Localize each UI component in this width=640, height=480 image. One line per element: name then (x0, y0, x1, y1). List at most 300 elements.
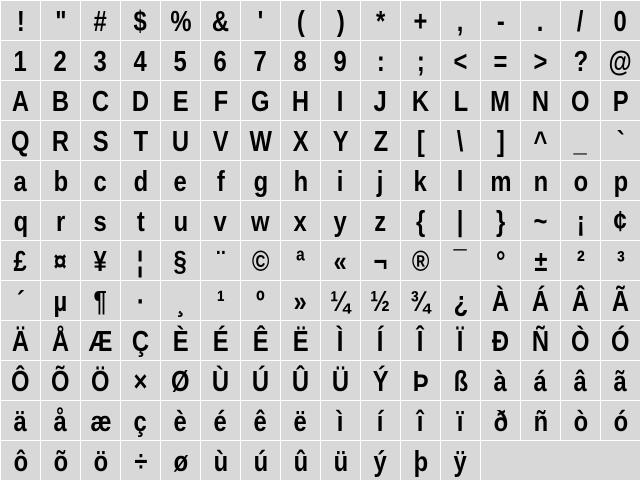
glyph-char: Â (571, 286, 590, 318)
glyph-char: ' (257, 6, 264, 38)
glyph-cell[interactable] (600, 120, 640, 160)
glyph-cell[interactable] (600, 280, 640, 320)
glyph-cell[interactable] (160, 400, 200, 440)
glyph-cell[interactable] (560, 40, 600, 80)
glyph-cell[interactable] (120, 120, 160, 160)
glyph-char: I (337, 86, 344, 118)
glyph-char: ã (613, 366, 628, 398)
glyph-cell[interactable] (560, 320, 600, 360)
glyph-cell[interactable] (40, 0, 80, 40)
glyph-char: Y (332, 126, 349, 158)
glyph-cell[interactable] (200, 240, 240, 280)
glyph-cell[interactable] (440, 240, 480, 280)
glyph-cell[interactable] (120, 320, 160, 360)
glyph-cell[interactable] (200, 320, 240, 360)
glyph-char: ú (253, 446, 268, 478)
glyph-char: j (377, 166, 384, 198)
glyph-cell[interactable] (240, 80, 280, 120)
glyph-cell[interactable] (480, 120, 520, 160)
glyph-cell[interactable] (80, 440, 120, 480)
glyph-cell[interactable] (120, 40, 160, 80)
glyph-cell[interactable] (240, 400, 280, 440)
glyph-cell[interactable] (80, 360, 120, 400)
glyph-cell[interactable] (360, 240, 400, 280)
glyph-cell[interactable] (0, 160, 40, 200)
glyph-cell[interactable] (80, 160, 120, 200)
glyph-char: ¹ (216, 286, 225, 318)
glyph-cell[interactable] (280, 320, 320, 360)
glyph-cell[interactable] (80, 200, 120, 240)
glyph-char: W (249, 126, 272, 158)
glyph-cell[interactable] (400, 360, 440, 400)
glyph-cell[interactable] (440, 320, 480, 360)
glyph-char: ~ (533, 206, 548, 238)
glyph-char: ù (213, 446, 228, 478)
glyph-cell[interactable] (560, 200, 600, 240)
glyph-cell[interactable] (360, 80, 400, 120)
glyph-char: æ (89, 406, 112, 438)
glyph-cell[interactable] (440, 40, 480, 80)
glyph-char: " (54, 6, 67, 38)
glyph-cell[interactable] (200, 400, 240, 440)
glyph-char: ý (373, 446, 388, 478)
glyph-cell[interactable] (400, 160, 440, 200)
glyph-cell[interactable] (240, 120, 280, 160)
glyph-cell[interactable] (200, 160, 240, 200)
glyph-char: 3 (93, 46, 108, 78)
glyph-cell[interactable] (200, 40, 240, 80)
glyph-char: ® (411, 246, 430, 278)
glyph-cell[interactable] (320, 320, 360, 360)
glyph-cell[interactable] (120, 0, 160, 40)
glyph-cell[interactable] (240, 0, 280, 40)
glyph-cell[interactable] (160, 240, 200, 280)
glyph-char: · (136, 286, 145, 318)
glyph-char: ü (333, 446, 348, 478)
glyph-cell[interactable] (240, 160, 280, 200)
glyph-char: L (453, 86, 468, 118)
glyph-cell[interactable] (320, 120, 360, 160)
glyph-cell[interactable] (80, 280, 120, 320)
glyph-cell[interactable] (40, 280, 80, 320)
glyph-char: R (51, 126, 70, 158)
glyph-cell[interactable] (560, 360, 600, 400)
glyph-char: Ó (611, 326, 630, 358)
glyph-cell[interactable] (360, 0, 400, 40)
glyph-char: å (53, 406, 68, 438)
glyph-cell[interactable] (400, 0, 440, 40)
glyph-char: 5 (173, 46, 188, 78)
glyph-cell[interactable] (360, 200, 400, 240)
glyph-char: ½ (370, 286, 391, 318)
glyph-cell[interactable] (240, 440, 280, 480)
glyph-cell[interactable] (560, 280, 600, 320)
glyph-cell[interactable] (400, 80, 440, 120)
glyph-cell[interactable] (600, 200, 640, 240)
glyph-char: ä (13, 406, 28, 438)
glyph-cell[interactable] (320, 40, 360, 80)
glyph-cell[interactable] (320, 160, 360, 200)
glyph-cell[interactable] (40, 400, 80, 440)
glyph-cell[interactable] (120, 440, 160, 480)
glyph-cell[interactable] (440, 0, 480, 40)
glyph-char: è (173, 406, 188, 438)
glyph-cell[interactable] (200, 280, 240, 320)
glyph-char: X (292, 126, 309, 158)
glyph-cell[interactable] (40, 40, 80, 80)
glyph-char: ¯ (453, 246, 468, 278)
glyph-char: à (493, 366, 508, 398)
glyph-cell[interactable] (280, 440, 320, 480)
glyph-cell[interactable] (280, 280, 320, 320)
glyph-cell[interactable] (80, 40, 120, 80)
glyph-char: - (496, 6, 505, 38)
glyph-cell[interactable] (600, 160, 640, 200)
glyph-char: á (533, 366, 548, 398)
glyph-cell[interactable] (600, 400, 640, 440)
glyph-char: D (131, 86, 150, 118)
glyph-cell[interactable] (120, 280, 160, 320)
glyph-char: Ù (211, 366, 230, 398)
glyph-char: ¼ (330, 286, 351, 318)
glyph-cell[interactable] (200, 0, 240, 40)
glyph-char: S (92, 126, 109, 158)
glyph-cell[interactable] (160, 200, 200, 240)
glyph-char: J (373, 86, 388, 118)
glyph-cell[interactable] (600, 80, 640, 120)
glyph-cell[interactable] (320, 360, 360, 400)
glyph-char: » (293, 286, 308, 318)
glyph-cell[interactable] (280, 0, 320, 40)
glyph-cell[interactable] (440, 360, 480, 400)
glyph-cell[interactable] (120, 400, 160, 440)
glyph-char: ¤ (53, 246, 68, 278)
glyph-char: 6 (213, 46, 228, 78)
glyph-char: Ò (571, 326, 590, 358)
glyph-cell[interactable] (80, 320, 120, 360)
glyph-cell[interactable] (120, 200, 160, 240)
glyph-char: z (374, 206, 387, 238)
glyph-cell[interactable] (40, 360, 80, 400)
glyph-cell[interactable] (80, 80, 120, 120)
glyph-cell[interactable] (200, 120, 240, 160)
glyph-cell[interactable] (280, 400, 320, 440)
glyph-char: ¥ (93, 246, 108, 278)
glyph-cell[interactable] (400, 40, 440, 80)
glyph-char: 9 (333, 46, 348, 78)
glyph-cell[interactable] (0, 280, 40, 320)
glyph-cell[interactable] (440, 80, 480, 120)
glyph-cell[interactable] (520, 400, 560, 440)
glyph-char: U (171, 126, 190, 158)
glyph-char: P (612, 86, 629, 118)
glyph-char: + (413, 6, 428, 38)
glyph-cell[interactable] (240, 360, 280, 400)
glyph-char: E (172, 86, 189, 118)
glyph-cell[interactable] (120, 160, 160, 200)
glyph-char: ¨ (216, 246, 225, 278)
glyph-char: 8 (293, 46, 308, 78)
glyph-cell[interactable] (400, 400, 440, 440)
glyph-cell[interactable] (200, 80, 240, 120)
glyph-cell[interactable] (80, 400, 120, 440)
glyph-cell[interactable] (0, 400, 40, 440)
glyph-char: ¿ (453, 286, 468, 318)
glyph-cell[interactable] (600, 40, 640, 80)
glyph-cell[interactable] (0, 240, 40, 280)
glyph-char: ¡ (576, 206, 585, 238)
glyph-cell[interactable] (560, 400, 600, 440)
glyph-char: g (253, 166, 268, 198)
glyph-char: Û (291, 366, 310, 398)
glyph-char: u (173, 206, 188, 238)
glyph-char: > (533, 46, 548, 78)
glyph-char: Æ (88, 326, 113, 358)
glyph-cell[interactable] (600, 0, 640, 40)
glyph-cell[interactable] (0, 360, 40, 400)
glyph-cell[interactable] (160, 120, 200, 160)
glyph-cell[interactable] (80, 120, 120, 160)
glyph-cell[interactable] (40, 200, 80, 240)
glyph-cell[interactable] (280, 160, 320, 200)
glyph-cell[interactable] (280, 80, 320, 120)
glyph-char: Õ (51, 366, 70, 398)
glyph-char: Ü (331, 366, 350, 398)
glyph-char: 4 (133, 46, 148, 78)
glyph-cell[interactable] (120, 80, 160, 120)
glyph-char: Å (51, 326, 70, 358)
glyph-char: õ (53, 446, 68, 478)
glyph-cell[interactable] (160, 320, 200, 360)
glyph-char: * (375, 6, 386, 38)
glyph-cell[interactable] (400, 120, 440, 160)
glyph-char: ? (573, 46, 588, 78)
glyph-cell[interactable] (480, 160, 520, 200)
glyph-cell[interactable] (480, 40, 520, 80)
glyph-cell[interactable] (600, 240, 640, 280)
glyph-cell[interactable] (560, 160, 600, 200)
glyph-cell[interactable] (280, 40, 320, 80)
glyph-cell[interactable] (600, 320, 640, 360)
glyph-cell[interactable] (240, 280, 280, 320)
glyph-char: d (133, 166, 148, 198)
glyph-cell[interactable] (560, 0, 600, 40)
glyph-char: ó (613, 406, 628, 438)
glyph-cell[interactable] (520, 80, 560, 120)
glyph-cell[interactable] (440, 440, 480, 480)
glyph-cell[interactable] (200, 200, 240, 240)
glyph-cell[interactable] (520, 200, 560, 240)
glyph-cell[interactable] (560, 80, 600, 120)
glyph-cell[interactable] (280, 200, 320, 240)
glyph-char: Ñ (531, 326, 550, 358)
glyph-cell[interactable] (360, 40, 400, 80)
glyph-char: Q (11, 126, 30, 158)
glyph-char: Á (531, 286, 550, 318)
glyph-char: ø (173, 446, 188, 478)
glyph-char: 7 (253, 46, 268, 78)
glyph-char: . (537, 6, 544, 38)
glyph-char: V (212, 126, 229, 158)
glyph-char: b (53, 166, 68, 198)
glyph-cell[interactable] (520, 280, 560, 320)
glyph-char: û (293, 446, 308, 478)
glyph-cell[interactable] (40, 320, 80, 360)
glyph-cell[interactable] (480, 80, 520, 120)
glyph-char: Í (377, 326, 384, 358)
glyph-cell[interactable] (120, 360, 160, 400)
glyph-cell[interactable] (320, 440, 360, 480)
glyph-char: y (333, 206, 348, 238)
glyph-cell[interactable] (560, 240, 600, 280)
glyph-cell[interactable] (40, 160, 80, 200)
glyph-cell[interactable] (240, 40, 280, 80)
glyph-cell[interactable] (360, 160, 400, 200)
glyph-char: C (91, 86, 110, 118)
glyph-char: ! (16, 6, 25, 38)
glyph-char: ÿ (453, 446, 468, 478)
glyph-cell[interactable] (280, 360, 320, 400)
glyph-cell[interactable] (480, 400, 520, 440)
glyph-cell[interactable] (320, 240, 360, 280)
glyph-cell[interactable] (280, 240, 320, 280)
glyph-char: ª (296, 246, 305, 278)
glyph-cell[interactable] (160, 280, 200, 320)
glyph-cell[interactable] (400, 440, 440, 480)
glyph-char: k (413, 166, 428, 198)
glyph-cell[interactable] (480, 240, 520, 280)
glyph-cell[interactable] (480, 200, 520, 240)
glyph-cell[interactable] (40, 80, 80, 120)
glyph-char: º (256, 286, 265, 318)
glyph-cell[interactable] (0, 440, 40, 480)
glyph-char: Ê (252, 326, 269, 358)
glyph-char: ç (133, 406, 148, 438)
glyph-cell[interactable] (40, 120, 80, 160)
glyph-cell[interactable] (520, 120, 560, 160)
glyph-cell[interactable] (240, 200, 280, 240)
glyph-cell[interactable] (560, 120, 600, 160)
glyph-cell[interactable] (440, 400, 480, 440)
glyph-cell[interactable] (480, 360, 520, 400)
glyph-cell[interactable] (440, 280, 480, 320)
glyph-cell[interactable] (280, 120, 320, 160)
glyph-cell[interactable] (320, 80, 360, 120)
glyph-cell[interactable] (160, 80, 200, 120)
glyph-char: Ë (292, 326, 309, 358)
glyph-cell[interactable] (320, 200, 360, 240)
glyph-cell[interactable] (520, 40, 560, 80)
glyph-char: ^ (533, 126, 548, 158)
glyph-cell[interactable] (0, 40, 40, 80)
glyph-char: i (337, 166, 344, 198)
glyph-cell[interactable] (0, 80, 40, 120)
glyph-cell[interactable] (160, 40, 200, 80)
glyph-cell[interactable] (320, 0, 360, 40)
glyph-char: ) (336, 6, 345, 38)
glyph-cell[interactable] (520, 240, 560, 280)
glyph-cell[interactable] (360, 280, 400, 320)
glyph-cell[interactable] (200, 360, 240, 400)
glyph-char: ¶ (93, 286, 108, 318)
glyph-cell[interactable] (40, 440, 80, 480)
glyph-cell[interactable] (240, 320, 280, 360)
glyph-cell[interactable] (480, 0, 520, 40)
glyph-char: T (133, 126, 148, 158)
glyph-cell[interactable] (200, 440, 240, 480)
glyph-cell[interactable] (360, 320, 400, 360)
glyph-char: s (93, 206, 108, 238)
glyph-char: ¬ (373, 246, 388, 278)
glyph-cell[interactable] (80, 0, 120, 40)
glyph-cell[interactable] (400, 320, 440, 360)
glyph-char: M (490, 86, 511, 118)
glyph-char: î (417, 406, 424, 438)
glyph-cell[interactable] (400, 200, 440, 240)
glyph-cell[interactable] (480, 280, 520, 320)
glyph-cell[interactable] (520, 320, 560, 360)
glyph-cell[interactable] (0, 200, 40, 240)
glyph-cell[interactable] (120, 240, 160, 280)
glyph-cell[interactable] (240, 240, 280, 280)
glyph-char: ¢ (613, 206, 628, 238)
glyph-cell[interactable] (80, 240, 120, 280)
glyph-char: @ (608, 46, 633, 78)
glyph-char: r (55, 206, 66, 238)
glyph-cell[interactable] (40, 240, 80, 280)
glyph-char: h (293, 166, 308, 198)
glyph-cell[interactable] (520, 360, 560, 400)
glyph-char: ² (576, 246, 585, 278)
glyph-cell[interactable] (440, 160, 480, 200)
glyph-char: × (133, 366, 148, 398)
glyph-char: x (293, 206, 308, 238)
glyph-char: B (51, 86, 70, 118)
glyph-cell[interactable] (0, 120, 40, 160)
glyph-char: & (211, 6, 230, 38)
glyph-char: ¾ (410, 286, 431, 318)
glyph-char: ð (493, 406, 508, 438)
glyph-cell[interactable] (0, 320, 40, 360)
glyph-cell[interactable] (360, 400, 400, 440)
glyph-cell[interactable] (360, 440, 400, 480)
glyph-cell[interactable] (600, 360, 640, 400)
glyph-cell[interactable] (320, 280, 360, 320)
glyph-cell[interactable] (360, 120, 400, 160)
glyph-cell[interactable] (520, 160, 560, 200)
glyph-char: ë (293, 406, 308, 438)
glyph-char: 0 (613, 6, 628, 38)
glyph-cell[interactable] (0, 0, 40, 40)
glyph-cell[interactable] (160, 440, 200, 480)
glyph-cell[interactable] (160, 0, 200, 40)
glyph-char: É (212, 326, 229, 358)
glyph-cell[interactable] (480, 320, 520, 360)
glyph-cell[interactable] (320, 400, 360, 440)
glyph-cell[interactable] (400, 240, 440, 280)
glyph-char: â (573, 366, 588, 398)
glyph-cell[interactable] (160, 360, 200, 400)
glyph-cell[interactable] (360, 360, 400, 400)
glyph-cell[interactable] (440, 120, 480, 160)
glyph-char: Î (417, 326, 424, 358)
glyph-cell[interactable] (400, 280, 440, 320)
glyph-cell[interactable] (160, 160, 200, 200)
glyph-char: f (216, 166, 225, 198)
glyph-cell[interactable] (520, 0, 560, 40)
glyph-cell[interactable] (440, 200, 480, 240)
glyph-char: # (93, 6, 108, 38)
